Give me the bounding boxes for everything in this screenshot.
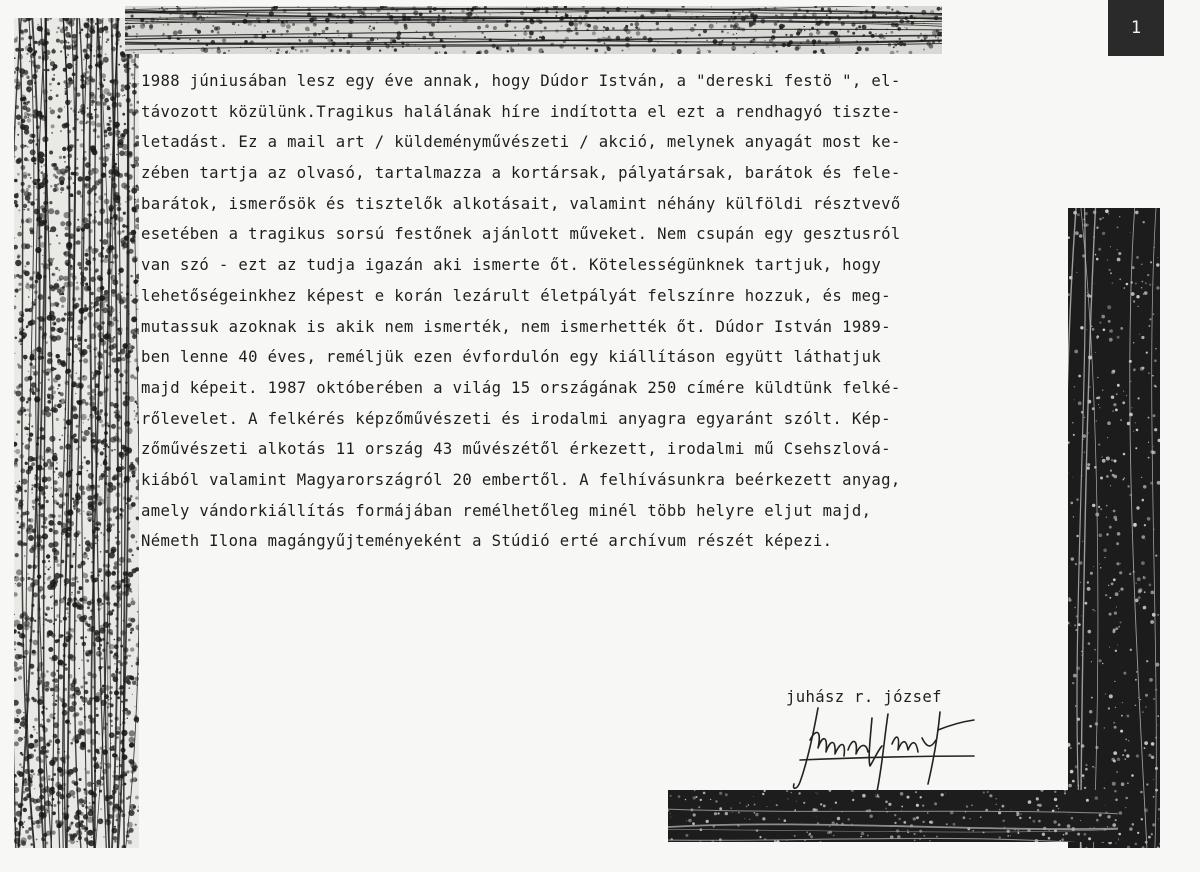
text-line: rőlevelet. A felkérés képzőművészeti és irodalmi anyagra egyaránt szólt. Kép- — [141, 409, 891, 428]
text-line: kiából valamint Magyarországról 20 embertől. A felhívásunkra beérkezett anyag, — [141, 470, 901, 489]
text-line: letadást. Ez a mail art / küldeményművészeti / akció, melynek anyagát most ke- — [141, 133, 901, 152]
letter-body — [141, 66, 1001, 557]
text-line: lehetőségeinkhez képest e korán lezárult életpályát felszínre hozzuk, és meg- — [141, 286, 891, 305]
typed-signature-name: juhász r. józsef — [786, 688, 942, 706]
right-decorative-strip — [1068, 208, 1160, 848]
text-line: zében tartja az olvasó, tartalmazza a kortársak, pályatársak, barátok és fele- — [141, 164, 901, 183]
text-line: zőművészeti alkotás 11 ország 43 művészétől érkezett, irodalmi mű Csehszlová- — [141, 440, 891, 459]
text-line: amely vándorkiállítás formájában remélhetőleg minél több helyre eljut majd, — [141, 501, 872, 520]
text-line: 1988 júniusában lesz egy éve annak, hogy Dúdor István, a "dereski festö ", el- — [141, 72, 901, 90]
top-decorative-strip — [125, 6, 942, 54]
text-line: Németh Ilona magángyűjteményeként a Stúdió erté archívum részét képezi. — [141, 532, 833, 551]
text-line: majd képeit. 1987 októberében a világ 15 országának 250 címére küldtünk felké- — [141, 378, 901, 397]
text-line: van szó - ezt az tudja igazán aki ismerte őt. Kötelességünknek tartjuk, hogy — [141, 256, 882, 275]
text-line: ben lenne 40 éves, reméljük ezen évfordulón egy kiállításon együtt láthatjuk — [141, 348, 882, 367]
text-line: mutassuk azoknak is akik nem ismerték, nem ismerhették őt. Dúdor István 1989- — [141, 317, 891, 336]
page-number: 1 — [1108, 0, 1164, 56]
text-line: távozott közülünk.Tragikus halálának híre indította el ezt a rendhagyó tiszte- — [141, 102, 901, 121]
handwritten-signature — [788, 700, 984, 800]
text-line: esetében a tragikus sorsú festőnek ajánlott műveket. Nem csupán egy gesztusról — [141, 225, 901, 244]
left-decorative-strip — [14, 18, 139, 848]
text-line: barátok, ismerősök és tisztelők alkotásait, valamint néhány külföldi résztvevő — [141, 194, 901, 213]
